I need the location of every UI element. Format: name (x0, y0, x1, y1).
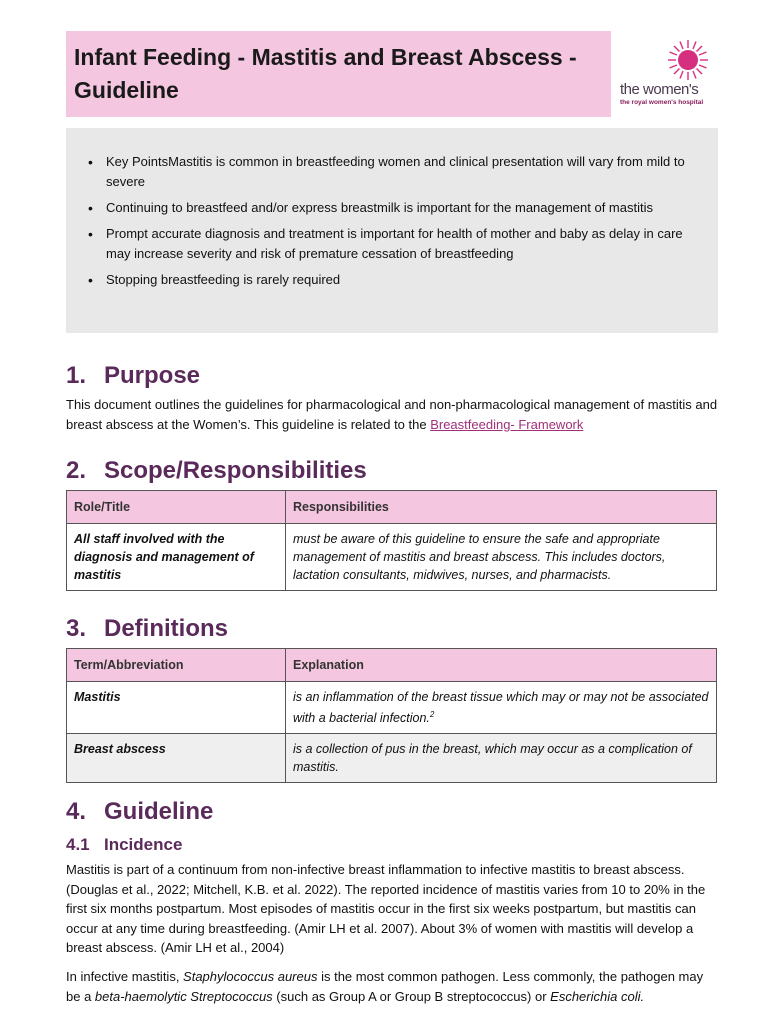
scope-table (66, 490, 717, 591)
subsection-heading-incidence: 4.1 Incidence (66, 835, 183, 854)
definition-explanation-cell: is an inflammation of the breast tissue which may or may not be associated with a bacterial infection.$^2$ (286, 682, 717, 734)
scope-responsibility-cell: must be aware of this guideline to ensure the safe and appropriate management of mastitis and breast abscess. This includes doctors, lactation consultants, midwives, nurses, and pharmacists. (286, 524, 717, 591)
key-point-item: • Continuing to breastfeed and/or express breastmilk is important for the management of mastitis (88, 198, 698, 218)
scope-header-responsibilities: Responsibilities (286, 491, 717, 524)
section-heading-scope: 2. Scope/Responsibilities (66, 457, 367, 484)
pathogen-paragraph: In infective mastitis, Staphylococcus aureus is the most common pathogen. Less commonly, the pathogen may be a beta-haemolytic Streptococcus (such as Group A or Group B streptococcus) or Escherichia coli. (66, 969, 704, 1004)
title-banner (66, 31, 611, 117)
page-title-line-2: Guideline (74, 77, 179, 103)
scope-role-cell: All staff involved with the diagnosis and management of mastitis (67, 524, 286, 591)
table-row (67, 734, 717, 783)
definitions-header-term: Term/Abbreviation (67, 649, 286, 682)
section-heading-guideline: 4. Guideline (66, 798, 214, 825)
key-point-item: • Stopping breastfeeding is rarely required (88, 270, 698, 290)
key-point-item: • Prompt accurate diagnosis and treatment is important for health of mother and baby as delay in care may increase severity and risk of premature cessation of breastfeeding (88, 224, 698, 264)
scope-header-role: Role/Title (67, 491, 286, 524)
section-heading-definitions: 3. Definitions (66, 615, 228, 642)
table-row (67, 682, 717, 734)
logo-subtitle: the royal women's hospital (620, 99, 704, 106)
key-points-box (66, 128, 718, 333)
section-heading-purpose: 1. Purpose (66, 362, 201, 389)
logo-wordmark: the women's (620, 81, 699, 98)
definition-term-cell: Breast abscess (67, 734, 286, 783)
definitions-table (66, 648, 717, 783)
key-point-item: • Key PointsMastitis is common in breastfeeding women and clinical presentation will vary from mild to severe (88, 152, 698, 192)
incidence-paragraph: Mastitis is part of a continuum from non-infective breast inflammation to infective mastitis to breast abscess. (Douglas et al., 2022; Mitchell, K.B. et al. 2022). The reported incidence of mastitis varies from 10 to 20% in the first six months postpartum. Most episodes of mastitis occur in the first six weeks postpartum, but mastitis can occur at any time during breastfeeding. (Amir LH et al. 2007). About 3% of women with mastitis will develop a breast abscess. (Amir LH et al., 2004) (66, 862, 706, 955)
womens-hospital-logo (618, 38, 718, 114)
breastfeeding-framework-link[interactable]: Breastfeeding- Framework (430, 416, 584, 432)
table-row (67, 524, 717, 591)
definitions-header-explanation: Explanation (286, 649, 717, 682)
definition-explanation-cell: is a collection of pus in the breast, which may occur as a complication of mastitis. (286, 734, 717, 783)
definition-term-cell: Mastitis (67, 682, 286, 734)
purpose-paragraph: This document outlines the guidelines for pharmacological and non-pharmacological management of mastitis and breast abscess at the Women’s. This guideline is related to the Breastfeeding- Framework (66, 397, 718, 432)
logo-flower-icon (666, 38, 710, 82)
page-title-line-1: Infant Feeding - Mastitis and Breast Abscess - (74, 44, 577, 70)
